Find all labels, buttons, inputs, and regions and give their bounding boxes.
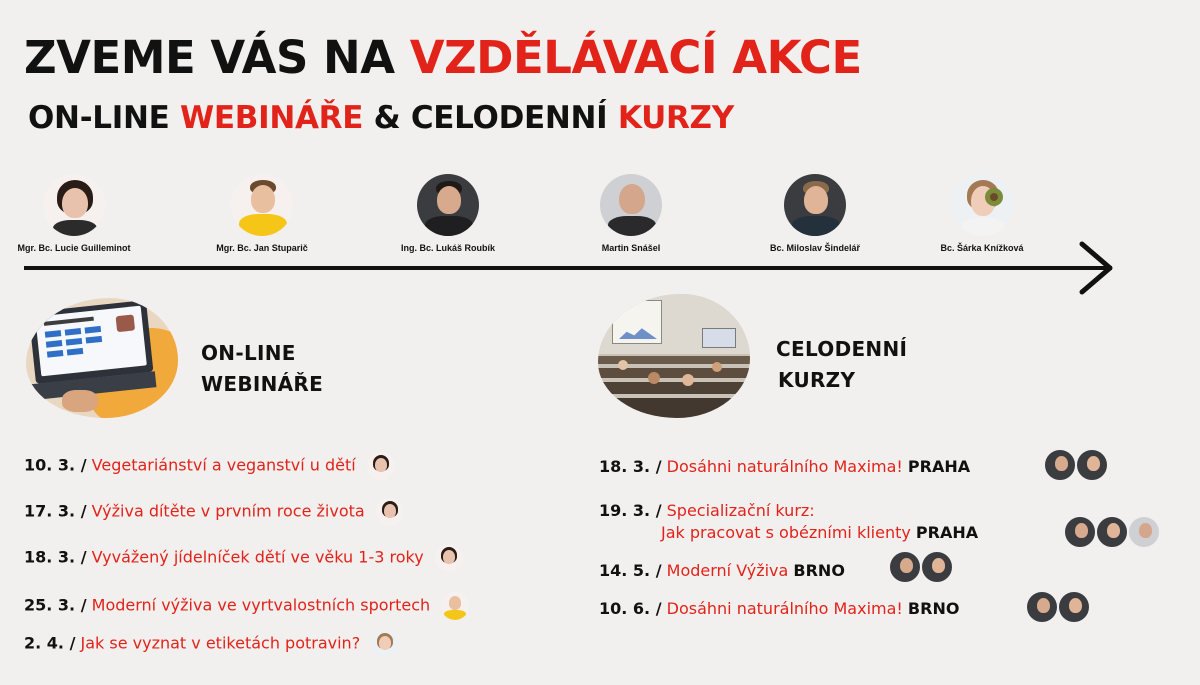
course-item-continued[interactable] bbox=[661, 522, 978, 543]
event-city: BRNO bbox=[907, 599, 960, 618]
subtitle-online: ON-LINE bbox=[28, 100, 170, 136]
event-title-link[interactable]: Výživa dítěte v prvním roce života bbox=[91, 501, 365, 521]
lecturer-avatar bbox=[371, 630, 399, 658]
subtitle-webinars: WEBINÁŘE bbox=[179, 100, 364, 136]
section-title-courses bbox=[776, 334, 907, 396]
page-title bbox=[24, 30, 862, 86]
event-title-link[interactable]: Dosáhni naturálního Maxima! bbox=[666, 599, 903, 618]
event-city: BRNO bbox=[793, 561, 845, 580]
avatar bbox=[600, 174, 662, 236]
course-item[interactable] bbox=[599, 598, 959, 619]
course-image bbox=[598, 294, 750, 418]
lecturer-name: Mgr. Bc. Jan Stuparič bbox=[216, 243, 308, 253]
lecturer-avatar bbox=[441, 592, 469, 620]
lecturer-lucie bbox=[0, 174, 154, 253]
section-title-webinars bbox=[201, 338, 323, 400]
lecturer-avatar bbox=[888, 550, 922, 584]
event-title-link[interactable]: Jak se vyznat v etiketách potravin? bbox=[80, 633, 361, 653]
lecturer-sarka bbox=[902, 174, 1062, 253]
title-black: ZVEME VÁS NA bbox=[24, 31, 395, 84]
event-date: 2. 4. / bbox=[24, 633, 76, 653]
lecturer-avatar bbox=[1075, 448, 1109, 482]
event-date: 18. 3. / bbox=[24, 547, 87, 567]
webinar-image bbox=[26, 298, 178, 418]
avatar bbox=[231, 174, 293, 236]
course-lecturers bbox=[1045, 448, 1109, 482]
lecturer-miloslav bbox=[735, 174, 895, 253]
event-date: 17. 3. / bbox=[24, 501, 87, 521]
event-city: PRAHA bbox=[915, 523, 979, 542]
lecturer-avatar bbox=[920, 550, 954, 584]
lecturer-avatar bbox=[1025, 590, 1059, 624]
title-red: VZDĚLÁVACÍ AKCE bbox=[409, 31, 862, 84]
course-lecturers bbox=[1027, 590, 1091, 624]
lecturer-name: Bc. Šárka Knížková bbox=[940, 243, 1024, 253]
section-title-line: CELODENNÍ bbox=[776, 337, 908, 361]
section-title-line: KURZY bbox=[778, 368, 856, 392]
arrow-right-icon bbox=[1076, 238, 1116, 298]
lecturer-avatar bbox=[376, 498, 404, 526]
webinar-item[interactable] bbox=[24, 544, 463, 572]
subtitle-full-day: CELODENNÍ bbox=[410, 100, 608, 136]
event-title-link[interactable]: Moderní výživa ve vyrtvalostních sportech bbox=[91, 595, 431, 615]
event-title-link[interactable]: Jak pracovat s obézními klienty bbox=[661, 523, 911, 542]
event-title-link[interactable]: Moderní Výživa bbox=[666, 561, 789, 580]
page-subtitle bbox=[28, 98, 734, 138]
lecturer-name: Bc. Miloslav Šindelář bbox=[769, 243, 861, 253]
event-title-link[interactable]: Vegetariánství a veganství u dětí bbox=[91, 455, 356, 475]
event-title-link[interactable]: Vyvážený jídelníček dětí ve věku 1-3 roky bbox=[91, 547, 424, 567]
event-date: 25. 3. / bbox=[24, 595, 87, 615]
event-date: 18. 3. / bbox=[599, 457, 662, 476]
section-title-line: ON-LINE bbox=[201, 341, 296, 365]
lecturer-avatar bbox=[1057, 590, 1091, 624]
lecturer-avatar bbox=[1063, 515, 1097, 549]
lecturer-avatar bbox=[1095, 515, 1129, 549]
subtitle-courses: KURZY bbox=[617, 100, 734, 136]
lecturer-name: Mgr. Bc. Lucie Guilleminot bbox=[17, 243, 131, 253]
avatar bbox=[784, 174, 846, 236]
course-item[interactable] bbox=[599, 456, 970, 477]
webinar-item[interactable] bbox=[24, 452, 395, 480]
avatar bbox=[43, 174, 105, 236]
subtitle-ampersand: & bbox=[373, 100, 401, 136]
webinar-item[interactable] bbox=[24, 498, 404, 526]
timeline-line bbox=[24, 266, 1112, 270]
lecturer-name: Martin Snášel bbox=[601, 243, 661, 253]
event-date: 14. 5. / bbox=[599, 561, 662, 580]
course-item[interactable] bbox=[599, 560, 845, 581]
event-date: 10. 6. / bbox=[599, 599, 662, 618]
lecturer-avatar bbox=[367, 452, 395, 480]
course-lecturers bbox=[890, 550, 954, 584]
lecturer-jan bbox=[182, 174, 342, 253]
avatar bbox=[417, 174, 479, 236]
course-lecturers bbox=[1065, 515, 1161, 549]
section-title-line: WEBINÁŘE bbox=[201, 372, 324, 396]
webinar-item[interactable] bbox=[24, 592, 469, 620]
event-city: PRAHA bbox=[907, 457, 971, 476]
lecturer-avatar bbox=[435, 544, 463, 572]
lecturer-name: Ing. Bc. Lukáš Roubík bbox=[400, 243, 495, 253]
lecturer-avatar bbox=[1127, 515, 1161, 549]
event-title-link[interactable]: Dosáhni naturálního Maxima! bbox=[666, 457, 903, 476]
course-item[interactable] bbox=[599, 500, 815, 521]
lecturer-lukas bbox=[368, 174, 528, 253]
avatar bbox=[951, 174, 1013, 236]
lecturer-avatar bbox=[1043, 448, 1077, 482]
event-date: 19. 3. / bbox=[599, 501, 662, 520]
lecturer-martin bbox=[551, 174, 711, 253]
event-date: 10. 3. / bbox=[24, 455, 87, 475]
event-title-link[interactable]: Specializační kurz: bbox=[666, 501, 815, 520]
webinar-item[interactable] bbox=[24, 630, 399, 658]
